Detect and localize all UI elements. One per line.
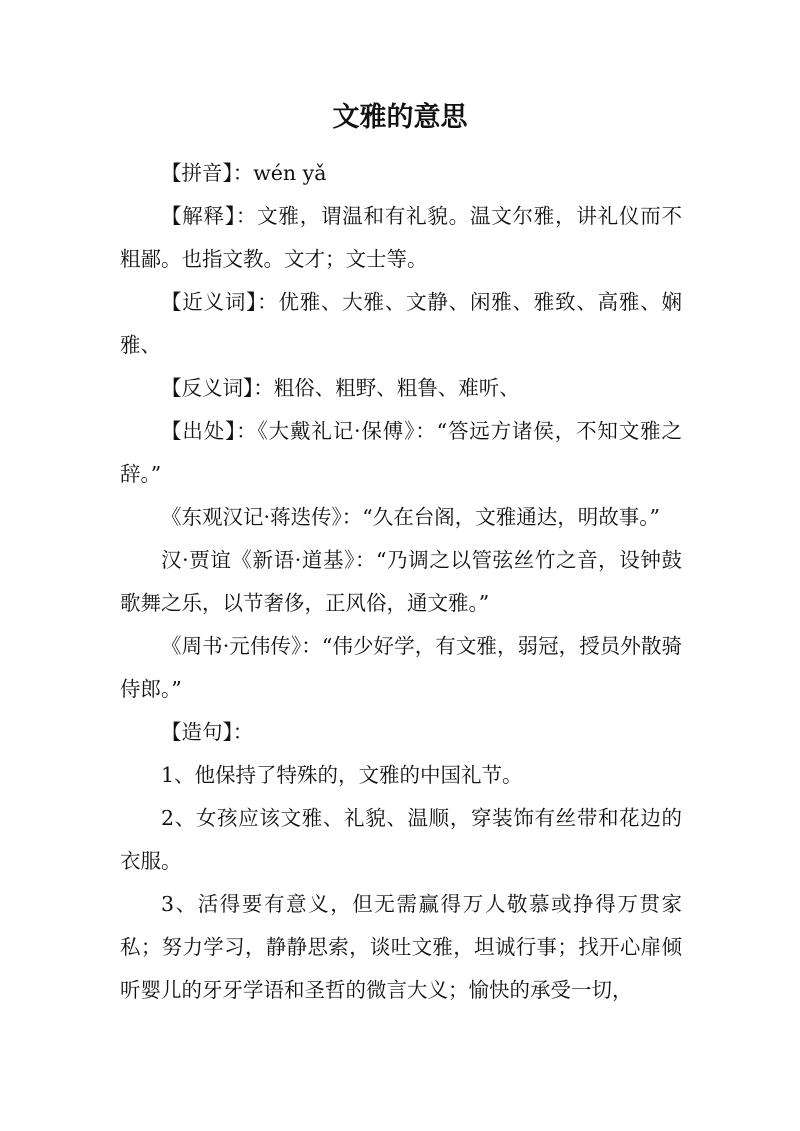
- source-quote-paragraph: 《东观汉记·蒋迭传》：“久在台阁，文雅通达，明故事。”: [161, 505, 660, 529]
- antonyms-paragraph: 【反义词】：粗俗、粗野、粗鲁、难听、: [161, 376, 520, 400]
- synonyms-paragraph: 【近义词】：优雅、大雅、文静、闲雅、雅致、高雅、娴雅、: [120, 290, 682, 357]
- document-body: [120, 152, 682, 1012]
- example-sentence: 1、他保持了特殊的，文雅的中国礼节。: [161, 763, 523, 787]
- pinyin-paragraph: 【拼音】：wén yǎ: [161, 161, 327, 185]
- explanation-paragraph: 【解释】：文雅，谓温和有礼貌。温文尔雅，讲礼仪而不粗鄙。也指文教。文才；文士等。: [120, 204, 682, 271]
- source-paragraph: 【出处】：《大戴礼记·保傅》：“答远方诸侯，不知文雅之辞。”: [120, 419, 682, 486]
- example-sentence: 2、女孩应该文雅、礼貌、温顺，穿装饰有丝带和花边的衣服。: [120, 806, 682, 873]
- example-sentences-heading: 【造句】：: [161, 720, 254, 744]
- example-sentence: 3、活得要有意义，但无需赢得万人敬慕或挣得万贯家私；努力学习，静静思索，谈吐文雅，坦诚行事；找开心扉倾听婴儿的牙牙学语和圣哲的微言大义；愉快的承受一切，: [120, 892, 682, 1002]
- source-quote-paragraph: 汉·贾谊《新语·道基》：“乃调之以管弦丝竹之音，设钟鼓歌舞之乐，以节奢侈，正风俗，通文雅。”: [120, 548, 682, 615]
- document-title: 文雅的意思: [332, 102, 468, 133]
- source-quote-paragraph: 《周书·元伟传》：“伟少好学，有文雅，弱冠，授员外散骑侍郎。”: [120, 634, 682, 701]
